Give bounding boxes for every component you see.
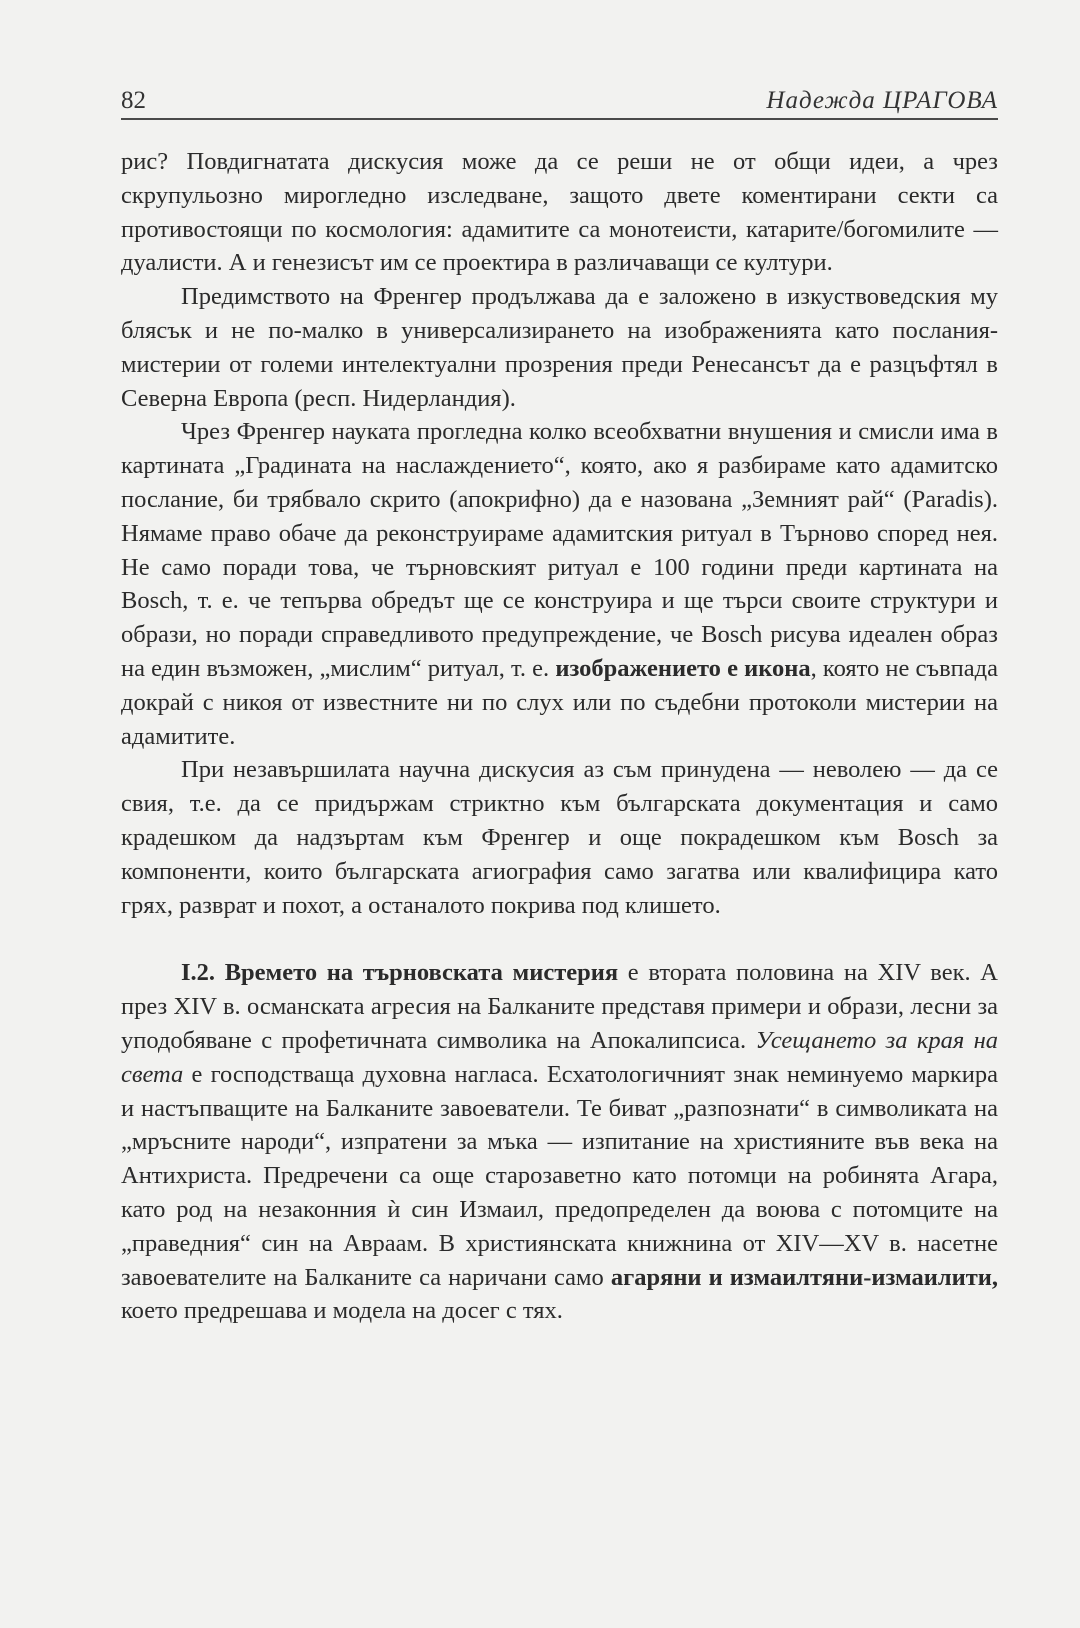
running-header xyxy=(121,78,998,116)
paragraph-2: Предимството на Френгер продължава да е заложено в изкуствоведския му блясък и не по-малко в универсализирането на изображенията като послания-мистерии от големи интелектуални прозрения преди Ренесансът да е разцъфтял в Северна Европа (респ. Нидерландия). xyxy=(121,283,998,412)
section-heading: І.2. Времето на търновската мистерия xyxy=(181,959,619,987)
book-page xyxy=(121,78,998,1328)
author-name: Надежда ЦРАГОВА xyxy=(766,87,998,114)
emphasis-hagarenes: агаряни и измаилтяни-измаилити, xyxy=(610,1263,998,1291)
paragraph-1: рис? Повдигнатата дискусия може да се реши не от общи идеи, а чрез скрупульозно мирогледно изследване, защото двете коментирани секти са противостоящи по космология: адамитите са монотеисти, катарите/богомилите — дуалисти. А и генезисът им се проектира в различаващи се култури. xyxy=(121,148,998,277)
header-rule xyxy=(121,118,998,120)
paragraph-3: Чрез Френгер науката прогледна колко всеобхватни внушения и смисли има в картината „Градината на наслаждението“, която, ако я разбираме като адамитско послание, би трябвало скрито (апокрифно) да е назована „Земният рай“ (Paradis). Нямаме право обаче да реконструираме адамитския ритуал в Търново според нея. Не само поради това, че търновският ритуал е 100 години преди картината на Bosch, т. е. че тепърва обредът ще се конструира и ще търси своите структури и образи, но поради справедливото предупреждение, че Bosch рисува идеален образ на един възможен, „мислим“ ритуал, т. е. изображението е икона, която не съвпада докрай с никоя от известните ни по слух или по съдебни протоколи мистерии на адамитите. xyxy=(121,418,998,750)
emphasis-icon-image: изображението е икона xyxy=(555,654,811,682)
emphasis-end-of-world: Усещането за края на света xyxy=(121,1026,998,1088)
page-number: 82 xyxy=(121,87,146,114)
paragraph-5: І.2. Времето на търновската мистерия е втората половина на XIV век. А през XIV в. османската агресия на Балканите представя примери и образи, лесни за уподобяване с профетичната символика на Апокалипсиса. Усещането за края на света е господстваща духовна нагласа. Есхатологичният знак неминуемо маркира и настъпващите на Балканите завоеватели. Те биват „разпознати“ в символиката на „мръсните народи“, изпратени за мъка — изпитание на християните във века на Антихриста. Предречени са още старозаветно като потомци на робинята Агара, като род на незаконния ѝ син Измаил, предопределен да воюва с потомците на „праведния“ син на Авраам. В християнската книжнина от XIV—XV в. насетне завоевателите на Балканите са наричани само агаряни и измаилтяни-измаилити, което предрешава и модела на досег с тях. xyxy=(121,959,999,1325)
body-text xyxy=(121,145,998,1328)
paragraph-4: При незавършилата научна дискусия аз съм принудена — неволею — да се свия, т.е. да се придържам стриктно към българската документация и само крадешком да надзъртам към Френгер и още покрадешком към Bosch за компоненти, които българската агиография само загатва или квалифицира като грях, разврат и похот, а останалото покрива под клишето. xyxy=(121,756,998,919)
